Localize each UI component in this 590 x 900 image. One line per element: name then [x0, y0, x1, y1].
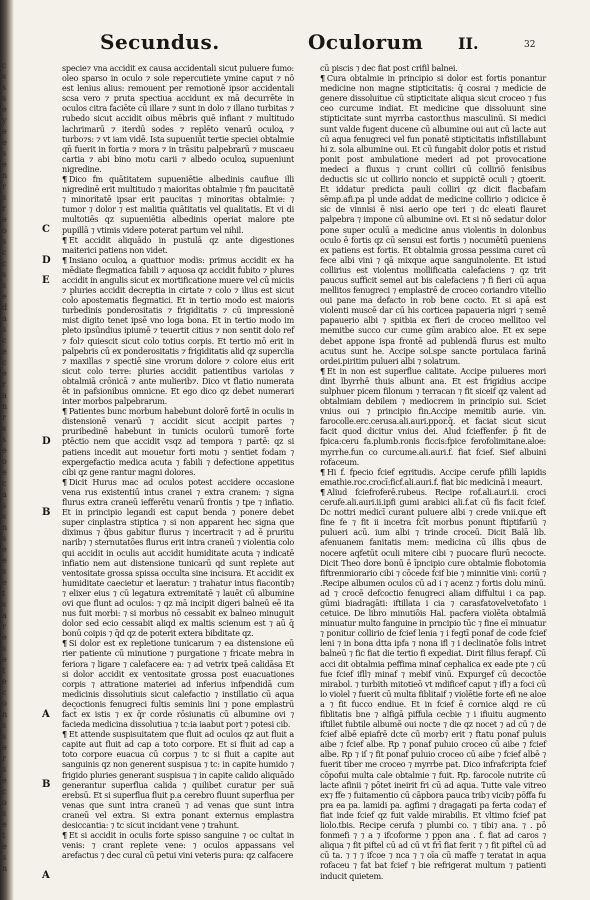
paragraph: [62, 235, 294, 255]
right-text-column: [320, 63, 546, 881]
bleed-glyph: c: [2, 479, 6, 488]
bleed-glyph: e: [2, 556, 7, 565]
bleed-glyph: s: [2, 644, 6, 653]
bleed-glyph: e: [2, 160, 7, 169]
paragraph-mark: ¶: [62, 830, 67, 841]
bleed-glyph: o: [2, 226, 7, 235]
bleed-glyph: s: [2, 83, 6, 92]
paragraph-text: specie⁊ vna accidit ex causa accidentali sicut puluere fumo: oleo sparso in oculo ⁊ sole repercutiete ymine caput ⁊ nō est lenius alius: remouent per remotionē ipsor accidentali scsa vero ⁊ pruta spectiua accidunt ex mā decurrēte in oculos citra faciēte cū illare ⁊ sunt in dolo ⁊ illano turbitas ⁊ rubedo sicut accidit oibus mēbris quē infiant ⁊ multitudo lachrimarū ⁊ iterdū sodes ⁊ replēto venarū oculoꝝ ⁊ turbo⁊s: ⁊ vt iam vidē. Ista supueniūt tertie speciei obtalmie qn̄ fuerit in fortia ⁊ mora ⁊ in trāsitu palpebrarū ⁊ muscaeu cartia ⁊ abi bino motu carii ⁊ albedo oculoꝝ supueniunt nigredine.: [62, 63, 294, 174]
paragraph-mark: ¶: [320, 73, 325, 84]
paragraph-mark: ¶: [62, 476, 67, 487]
paragraph: [62, 477, 294, 639]
bleed-glyph: s: [2, 501, 6, 510]
bleed-glyph: t: [2, 831, 5, 840]
bleed-glyph: e: [2, 446, 7, 455]
bleed-glyph: c: [2, 358, 6, 367]
paragraph: [320, 366, 546, 467]
paragraph-mark: ¶: [62, 174, 67, 185]
bleed-glyph: s: [2, 435, 6, 444]
bleed-glyph: e: [2, 820, 7, 829]
paragraph-text: Hi f. fpecio fcief egritudis. Accipe cerufe pfilli lapidis emathie.roc.crocī:ficf.ali.auri.f. fiat bic medicinā i meaurt.: [320, 466, 546, 487]
bleed-glyph: s: [2, 270, 6, 279]
paragraph-text: Et attende suspisuitatem que fluit ad oculos qz aut fluit a capite aut fluit ad cap a toto corpore. Et si fluit ad cap a toto corpore euacua cū corpus ⁊ tc si fluit a capite aut sanguinis qz non generent suspisua ⁊ tc: in capite humido ⁊ frigido pluries generant suspisua ⁊ in capite calido aliquādo generantur superflua calida ⁊ quilibet curatur per suā erebsū. Et si superflua fluit p.a cerebro fluunt superflua per venas que sunt intra craneū ⁊ ad venas que sunt intra craneū vel extra. Si extra ponant externus emplastra desiccantia: ⁊ tc sicut incidant vene ⁊ trahunt.: [62, 729, 294, 831]
book-number: II.: [458, 34, 479, 53]
margin-letter: D: [42, 436, 51, 448]
bleed-glyph: e: [2, 105, 7, 114]
bleed-glyph: r: [2, 380, 6, 389]
paragraph: [320, 73, 546, 366]
paragraph-mark: ¶: [62, 729, 67, 740]
paragraph-text: Aliud fciefroferē.rubeus. Recipe rof.ali.auri.ii. croci cerufe.ali.auri.ii.ipfi gumi arabici ali.f.at cū fis facit fcief. Dc nottri medicī curant puluere albi ⁊ crede vnii.que eft fine fe ⁊ fit ii incetra fcīt morbus ponunt ftiptifariū ⁊ pulueri acū. ium albi ⁊ trinde croceū. Dicit Balā lib. afenuanem fanitatis mem: medicina cū illis qbus de nocere aqfetūt oculi mitere cibi ⁊ puocare flurū necocte. Dicit Theo dore bonū ē īpncipio cure obtalmie flobotomia fiftrenmiorario cibi ⁊ cōcede fcif bie ⁊ minnitie vini: coriū ⁊ .Recipe albumen oculos cū ad i ⁊ acenz ⁊ fortis dolu minū. ad ⁊ crocē defcoctio fenugreci aliam diffultui i ca pap. gūmi biadragāti: iftillata i cia ⁊ carasfatovelvetofato i cetuice. De libro minutiōis Hal. pacfera violēta obtalmiā minuatur multo fanguine in prncipio tūc ⁊ fine eī minuatur ⁊ ponitur collirio de fcief lenia ⁊ i fegtī ponaf de code fcief leni ⁊ in bona dtta ipfa ⁊ nona ifl ⁊ i declinatōe folis intret balneū ⁊ fic fiat die tertio fi expediat. Dirit filius ferapf. Cū acci dit obtalmia peffima minaf cephalica ex eade pte ⁊ cū fue fcief ifll⁊ minaf ⁊ mebif vinū. Expurgef cū decoctōe mirabol. ⁊ turbith mitotieō vt mdificef caput ⁊ ifl⁊ a foci cū lo violel ⁊ fuerit cū multa fiblitaif ⁊ violētie forte efi ne aloe a ⁊ fit fucco endiue. Et in fcief ē cornice alqd re cū fiblitatis bne ⁊ alfigā piffula cecbie ⁊ i ifiuitu augmento iftillet fubtile albumē oui nocte ⁊ die qz nocet ⁊ ad cū ⁊ de fcief albē epiafrē dcte cū morb⁊ erit ⁊ ftatu ponaf puluis aibe ⁊ fcief albe. Rp ⁊ ponaf puluio croceo cū aibe ⁊ fcief albe. Rp ⁊ iſ ⁊ fit ponaf puluio croceo cū aibe ⁊ fcief albē ⁊ fuerit tiber me croceo ⁊ myrrbe pat. Dico infrafcripta fcief cōpofui multa cale obtalmie ⁊ fuit. Rp. farocole nutrite cū lacte afinii ⁊ pōtet ineirit fri cū ad aqua. Tutte vale vitreo ex⁊ ffe ⁊ fuitamentio cū cāpbora pauca trib⁊ vicib⁊ pōffa fu pra ea pa. lamidi pa. agfimi ⁊ dragagati pa ferta coda⁊ ef fiat inde fcief qz fuit valde mirabilis. Et vltimo fcief pat liolo.tbis. Recipe cerufa ⁊ plumbi co. ⁊ tibi⁊ ana. ⁊ . pō fonmefi ⁊ ⁊ a ⁊ ifcoforme ⁊ ppon ana . f. fiat ad caros ⁊ aliqua ⁊ fit piftel cū ad cū vt frī fiat ferit ⁊ ⁊ fit piftel cū ad cū ta. ⁊ ⁊ ⁊ ifcoe ⁊ nca ⁊ ⁊ oīa cū maffe ⁊ teratat in aqua rofaceu ⁊ fat bat fcief ⁊ bie refrigerat multum ⁊ patienti inducit quietem.: [320, 486, 546, 881]
paragraph: [62, 174, 294, 235]
bleed-glyph: c: [2, 61, 6, 70]
paragraph: [320, 487, 546, 881]
paragraph-text: Dico fm quātitatem supueniētie albedinis caufiue illi nigredinē erit multitudo ⁊ maioritas obtalmie ⁊ fm paucitatē ⁊ minoritatē ipsar erit paucitas ⁊ minoritas obtalmie: ⁊ tumor ⁊ dolor ⁊ est malitia quātitatis vel qualitatis. Et vi di multotiēs qz supueniētia albedinis operiat malore pte pupillā ⁊ vtimis videre poterat partum vel nihil.: [62, 174, 294, 235]
bleed-glyph: s: [2, 237, 6, 246]
bleed-glyph: e: [2, 215, 7, 224]
bleed-glyph: s: [2, 765, 6, 774]
bleed-glyph: o: [2, 699, 7, 708]
bleed-glyph: e: [2, 292, 7, 301]
paragraph: [62, 406, 294, 477]
bleed-glyph: r: [2, 413, 6, 422]
bleed-glyph: e: [2, 743, 7, 752]
paragraph: [62, 729, 294, 830]
bleed-glyph: c: [2, 248, 6, 257]
bleed-glyph: a: [2, 611, 7, 620]
bleed-glyph: s: [2, 600, 6, 609]
paragraph-mark: ¶: [320, 466, 325, 477]
bleed-glyph: e: [2, 842, 7, 851]
paragraph: [320, 63, 546, 73]
paragraph-text: Et in non est superflue calitate. Accipe pulueres mori dint lbyrrhē thuis albunt ana. Et est frigidius accipe sulphuer picem filonum ⁊ terracan ⁊ fit siceif qz valent ad obtalmiam debilem ⁊ mediocrem in principio sui. Sciet vnius oui ⁊ principio fin.Accipe memitib aurie. vin. farocolle.erc.cerusa.ali.auri.ppor.q̄. et faciat sicut sicut facit quod dicitur vnius dei. Alud fcieffenfer. p̄ fit de fpica:ceru fa.plumb.ronis ficcis:fpice ferofolimitane.aloe: myrrhe.fun co curcume.ali.auri.f. fiat fcief. Sief albuini rofaceum.: [320, 365, 546, 467]
bleed-glyph: e: [2, 776, 7, 785]
facing-page-bleed: [2, 60, 14, 880]
bleed-glyph: n: [2, 402, 7, 411]
margin-letter: A: [42, 870, 50, 882]
bleed-glyph: a: [2, 490, 7, 499]
bleed-glyph: c: [2, 688, 6, 697]
paragraph: [62, 255, 294, 406]
bleed-glyph: s: [2, 567, 6, 576]
bleed-glyph: e: [2, 677, 7, 686]
bleed-glyph: s: [2, 732, 6, 741]
margin-letter: B: [42, 506, 51, 518]
bleed-glyph: d: [2, 303, 7, 312]
paragraph: [320, 467, 546, 487]
paragraph-text: Dicit Hurus mac ad oculos potest accidere occasione vena rus existentiū intus cranei ⁊ extra cranem: ⁊ signa flurus extra craneū iefferētu venarū frontis ⁊ tpe ⁊ infiatio. Et in principio legandi est caput benda ⁊ ponere debet super cinplastra stiptica ⁊ si non apparent hec signa que diximus ⁊ q̄bus gabitur flurus ⁊ incertracit ⁊ ad ē pruritu narib⁊ ⁊ sternutatōes flurus erit intra craneū ⁊ violentia colo qui accidit in oculis aut accidit humiditate acuta ⁊ indicatē infiatio nem aut distensione tunicarū qd sunt replete aut ventositate grossa spissa occulta sine incisura. Et accidit ex humiditate caecietur et laeratur: ⁊ trahatur intus fiacontib⁊ ⁊ elixer eius ⁊ cū legatura extremitatē ⁊ lauēt cū albumine ovi que flunt ad oculos: ⁊ qz mā incipit digeri balneū eē ita nus fuit morbi: ⁊ si morbus nō cessabit ex balneo minuguit dolor sed ecio cessabit aliqd ex maltis scienum est ⁊ aū q̄ bonū coipis ⁊ q̄d qz de poterit extera bibditate qz.: [62, 476, 294, 639]
bleed-glyph: e: [2, 468, 7, 477]
bleed-glyph: t: [2, 589, 5, 598]
bleed-glyph: s: [2, 424, 6, 433]
bleed-glyph: s: [2, 853, 6, 862]
bleed-glyph: r: [2, 622, 6, 631]
bleed-glyph: c: [2, 336, 6, 345]
bleed-glyph: e: [2, 633, 7, 642]
bleed-glyph: a: [2, 314, 7, 323]
margin-letter: D: [42, 254, 51, 266]
paragraph-text: Patientes bunc morbum habebunt dolorē fortē in oculis in distensionē venarū ⁊ accidit sicut accipit partes ⁊ pruribedinē habebunt in tunicis oculorū tumorē forte ptēctio nem que accidit vsqz ad tempora ⁊ partē: qz si patiens incedit aut mouetur forti motu ⁊ sentiet fodam ⁊ expergefactio medica acuta ⁊ fabili ⁊ defectione appetitus cibi qz gene rantur magni dolores.: [62, 406, 294, 477]
bleed-glyph: o: [2, 457, 7, 466]
bleed-glyph: c: [2, 259, 6, 268]
paragraph: [62, 830, 294, 860]
bleed-glyph: e: [2, 127, 7, 136]
paragraph-mark: ¶: [62, 406, 67, 417]
paragraph-mark: ¶: [62, 234, 67, 245]
bleed-glyph: e: [2, 138, 7, 147]
bleed-glyph: r: [2, 182, 6, 191]
bleed-glyph: s: [2, 534, 6, 543]
bleed-glyph: e: [2, 545, 7, 554]
running-head: [0, 30, 590, 62]
paragraph: [62, 63, 294, 174]
bleed-glyph: n: [2, 171, 7, 180]
paragraph-text: cū piscis ⁊ dec fiat post crifil balnei.: [320, 63, 458, 73]
bleed-glyph: s: [2, 94, 6, 103]
paragraph-mark: ¶: [320, 365, 325, 376]
bleed-glyph: a: [2, 391, 7, 400]
left-text-column: [62, 63, 294, 860]
paragraph-mark: ¶: [62, 638, 67, 649]
paragraph-text: Cura obtalmie in principio si dolor est fortis ponantur medicine non magne stipticitatis: q̄ cosrai ⁊ medicie de genere dissoluitue cū stipticitate aliqua sicut croceo ⁊ fus ceo curcume indiat. Et medicine que dissoluunt sine stipticitate sunt myrrba castor.thus masculinū. Si medici sunt valde fugent ducene cū albumine oui aut cū lacte aut cū aqua fenugreci vel fun ponatē stipticitatis infistillabunt hi z. sola albumine oui. Et cū fungabit dolor potis et ristud ponit post ambulatione mederi ad pot provocatione medeci a fluxus ⁊ crunt colliri cū colliriō fenisibus deductis sic ut collirio noncio et suppictē oculi ⁊ gtoerit. Et iddatur predicta pauli colliri qz dicit flacbafam sēmp.afi.pa pl unde addat de medicine collirio ⁊ odicice ē sic de vinnisi ē nisi aerio ope teri ⁊ dc eleati flauret palpebra ⁊ impone cū albumine ovi. Et si nō sedatur dolor pone super oculū a medicine anus violentis in dolonbus oculo ē fortis qz cū sensui est fortis ⁊ nocumētū pueniens ex patiens est fortis. Et obtalmia grossa pessima curet cū fece albi vini ⁊ qā mixque aque sanguinolente. Et istud collirius est violentus mollificatia calefaciens ⁊ qz trit paucus sufficit semel aut bis calefaciens ⁊ fi fieri cū aqua mellitos fenugreci ⁊ emplastrē de croceo coriandro vitellio oui pane ma defacto in rob bene cocto. Et si apā est violenti muscē dar cū his corticea papaueria nigri ⁊ semē papauerio albi ⁊ spitbia ex fieri de croceo mellitoo vel memitbe succo cur cume gūm arabico aloe. Et ex sepe debet appone ispa frontē ad publendā flurus est multo acutus sunt he. Accipe sol.spe sancte portulaca farinā ordei.piritim pulueri albi ⁊ solatrum.: [320, 73, 546, 366]
margin-letter: A: [42, 708, 50, 720]
paragraph-text: Et accidit aliquādo in pustulā qz ante digestiones maiterici patiens non videt.: [62, 234, 294, 255]
paragraph-mark: ¶: [320, 486, 325, 497]
bleed-glyph: s: [2, 512, 6, 521]
paragraph: [62, 638, 294, 729]
bleed-glyph: s: [2, 281, 6, 290]
margin-letter: E: [42, 274, 50, 286]
bleed-glyph: c: [2, 787, 6, 796]
bleed-glyph: s: [2, 325, 6, 334]
paragraph-text: Insiano oculoꝝ a quattuor modis: primus accidit ex ha mēdiate flegmatica fabili ⁊ aquosa qz accidit fubito ⁊ plures accidit in angulis sicut ex mortificatione muere vel cū miciis ⁊ pluries accidit decreptia in cirtate ⁊ colo ⁊ ilius est sicut colo apostematis flegmatici. Et in tertio modo est maioris turbedinis ponderositatis ⁊ frigiditatis ⁊ cū impressionē mist digito tenet ipsē vno loga bona. Et in tertio modo im pleto ipsūndius ipiumē ⁊ teuertit citius ⁊ non sentit dolo ref ⁊ fol⁊ quiescit sicut colo totius corpis. Et tertio mō erit in palpebris cū ex ponderositatis ⁊ frigiditatis alid qz superclia ⁊ maxillas ⁊ spectiē sine vrorum dolore ⁊ colore eius erit sicut colo terre: pluries accidit patientibus variolas ⁊ obtalmiā crōnicā ⁊ ante mulierib⁊. Dico vt flatio numerata ēt in pafsionibus omnicne. Et ego dico qz debet numerari inter morbos palpebrarum.: [62, 254, 294, 407]
running-head-left: Secundus.: [100, 30, 220, 54]
bleed-glyph: r: [2, 204, 6, 213]
bleed-glyph: y: [2, 116, 7, 125]
bleed-glyph: n: [2, 523, 7, 532]
bleed-glyph: o: [2, 798, 7, 807]
bleed-glyph: e: [2, 655, 7, 664]
bleed-glyph: e: [2, 347, 7, 356]
running-head-right: Oculorum: [308, 30, 424, 54]
bleed-glyph: e: [2, 369, 7, 378]
bleed-glyph: s: [2, 809, 6, 818]
bleed-glyph: n: [2, 864, 7, 873]
folio-number: 32: [524, 40, 536, 50]
bleed-glyph: s: [2, 193, 6, 202]
bleed-glyph: e: [2, 578, 7, 587]
margin-letter: C: [42, 224, 50, 236]
bleed-glyph: s: [2, 721, 6, 730]
bleed-glyph: r: [2, 754, 6, 763]
bleed-glyph: t: [2, 666, 5, 675]
bleed-glyph: s: [2, 149, 6, 158]
paragraph-text: Si dolor est ex repletione tunicarum ⁊ ea distensione eū rier patiente cū minutione ⁊ purgatione ⁊ fricate mebra in feriora ⁊ ligare ⁊ calefacere ea: ⁊ ad vetrix tpeā calidāsa Et si dolor accidit ex ventositate grossa post euacuationes corpis ⁊ attratione materiei ad inferius infpendidā cum medicinis dissolutiuis sicut calefactio ⁊ instillatio cū aqua decoctionis fenugreci fultis seminis lini ⁊ pone emplastrū fact̄ ex istis ⁊ ex q̄r corde rōsiunatis cū albumine ovi ⁊ facieda medicina dissolutiua ⁊ tc:ia iaabut port ⁊ potesi cib.: [62, 638, 294, 730]
paragraph-text: Et si accidit in oculis forte spisso sanguine ⁊ oc cultat in venis: ⁊ crant replete vene: ⁊ oculos appassans vel arefactus ⁊ dec cural cū petui vini veteris pura: qz calfacere: [62, 830, 294, 861]
bleed-glyph: s: [2, 72, 6, 81]
margin-letter: B: [42, 779, 51, 791]
bleed-glyph: n: [2, 710, 7, 719]
paragraph-mark: ¶: [62, 254, 67, 265]
